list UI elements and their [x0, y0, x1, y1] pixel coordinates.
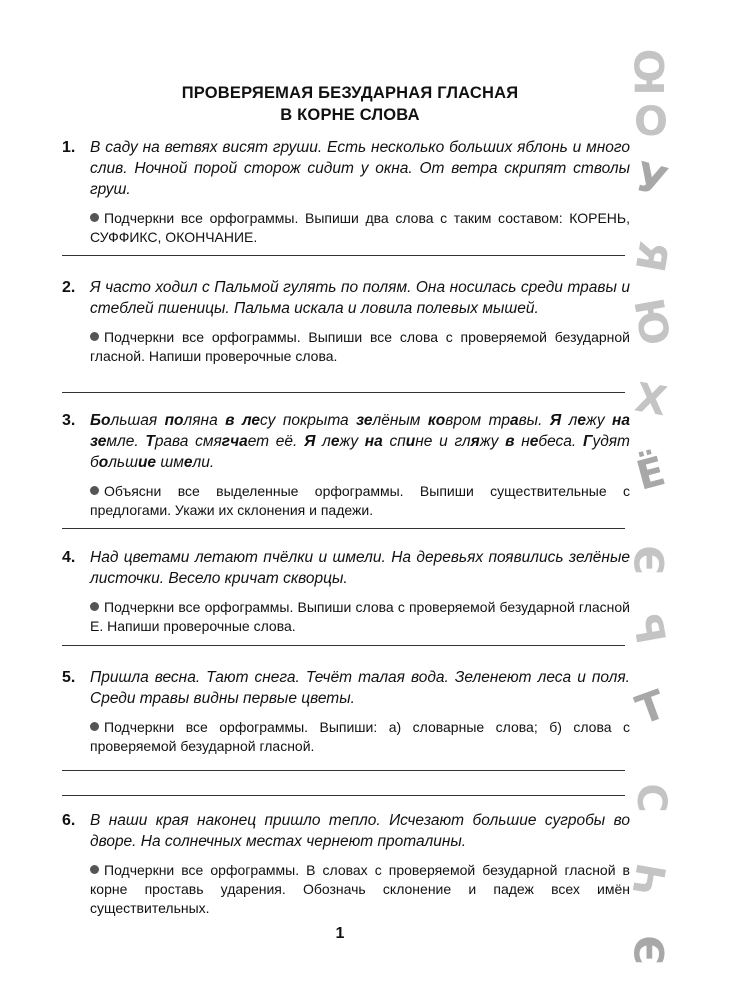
title-line-1: ПРОВЕРЯЕМАЯ БЕЗУДАРНАЯ ГЛАСНАЯ — [181, 84, 519, 102]
exercise-number: 1. — [62, 139, 76, 156]
task-text: Объясни все выделенные орфограммы. Выпиши существительные с предлогами. Укажи их склонения и падежи. — [90, 483, 630, 518]
text-fragment: жу — [586, 412, 613, 429]
highlighted-orthogram: е — [183, 454, 193, 471]
exercise-text: Я часто ходил с Пальмой гулять по полям. Она носилась среди травы и стеблей пшеницы. Пальма искала и ловила полевых мышей. — [90, 279, 630, 317]
highlighted-orthogram: ко — [427, 412, 446, 429]
highlighted-orthogram: е — [529, 433, 539, 450]
page-title — [0, 82, 700, 126]
text-fragment: су покрыта — [260, 412, 357, 429]
title-line-2: В КОРНЕ СЛОВА — [280, 106, 420, 124]
highlighted-orthogram: на — [364, 433, 383, 450]
text-fragment: ли. — [192, 454, 215, 471]
bullet-icon — [90, 865, 99, 874]
text-fragment: жу — [479, 433, 506, 450]
highlighted-orthogram: на — [612, 412, 631, 429]
highlighted-orthogram: по — [164, 412, 184, 429]
highlighted-orthogram: Т — [145, 433, 155, 450]
side-letter: Я — [625, 236, 677, 276]
side-letter: С — [628, 783, 674, 813]
exercise-text: В наши края наконец пришло тепло. Исчезают большие сугробы во дворе. На солнечных местах чернеют проталины. — [90, 812, 630, 850]
side-letter: О — [633, 99, 668, 145]
text-fragment: н — [514, 433, 530, 450]
text-fragment: шм — [156, 454, 184, 471]
exercise-task — [62, 718, 630, 756]
highlighted-orthogram: ие — [137, 454, 157, 471]
exercise-5 — [62, 667, 630, 756]
highlighted-orthogram: о — [98, 454, 109, 471]
exercise-3 — [62, 410, 630, 520]
side-letter: Т — [630, 681, 672, 735]
exercise-6 — [62, 810, 630, 918]
text-fragment — [235, 412, 242, 429]
exercise-number: 5. — [62, 669, 76, 686]
exercise-1 — [62, 137, 630, 247]
text-fragment: мле. — [106, 433, 146, 450]
highlighted-orthogram: в — [225, 412, 235, 429]
bullet-icon — [90, 213, 99, 222]
highlighted-orthogram: зе — [90, 433, 107, 450]
page-number: 1 — [335, 925, 345, 942]
highlighted-orthogram: в — [505, 433, 515, 450]
bullet-icon — [90, 602, 99, 611]
text-fragment: удят б — [90, 433, 630, 471]
task-text: Подчеркни все орфограммы. Выпиши слова с проверяемой безударной гласной Е. Напиши проверочные слова. — [90, 599, 630, 634]
highlighted-orthogram: гча — [221, 433, 248, 450]
text-fragment: ляна — [183, 412, 226, 429]
answer-line — [62, 255, 625, 256]
answer-line — [62, 645, 625, 646]
side-letter: Э — [628, 545, 674, 575]
side-letter: Х — [631, 374, 671, 426]
exercise-number: 3. — [62, 412, 76, 429]
exercise-2 — [62, 277, 630, 366]
side-letter: Э — [628, 935, 674, 965]
side-letter: Ё — [631, 448, 671, 500]
exercise-task — [62, 598, 630, 636]
text-fragment: льш — [108, 454, 138, 471]
text-fragment: вы. — [518, 412, 550, 429]
bullet-icon — [90, 722, 99, 731]
bullet-icon — [90, 332, 99, 341]
highlighted-orthogram: Я — [549, 412, 562, 429]
exercise-number: 4. — [62, 549, 76, 566]
side-letter: Ь — [625, 608, 677, 648]
highlighted-orthogram: Бо — [90, 412, 111, 429]
exercise-task — [62, 328, 630, 366]
text-fragment: сп — [382, 433, 406, 450]
highlighted-orthogram: е — [577, 412, 586, 429]
text-fragment: рава смя — [154, 433, 222, 450]
side-letter: Ч — [625, 860, 677, 900]
exercise-task — [62, 209, 630, 247]
exercise-text: В саду на ветвях висят груши. Есть несколько больших яблонь и много слив. Ночной порой сторож сидит у окна. От ветра скрипят стволы груш. — [90, 139, 630, 198]
exercise-number: 6. — [62, 812, 76, 829]
highlighted-orthogram: а — [509, 412, 519, 429]
text-fragment: не и гл — [415, 433, 471, 450]
task-text: Подчеркни все орфограммы. Выпиши два слова с таким составом: КОРЕНЬ, СУФФИКС, ОКОНЧАНИЕ. — [90, 210, 630, 245]
highlighted-orthogram: и — [405, 433, 416, 450]
side-letter: У — [630, 153, 672, 207]
exercise-text: Пришла весна. Тают снега. Течёт талая вода. Зеленеют леса и поля. Среди травы видны первые цветы. — [90, 669, 630, 707]
exercise-task — [62, 482, 630, 520]
text-fragment: вром тр — [445, 412, 510, 429]
text-fragment: беса. — [538, 433, 583, 450]
highlighted-orthogram: Г — [582, 433, 593, 450]
answer-line — [62, 528, 625, 529]
highlighted-orthogram: е — [330, 433, 340, 450]
text-fragment: жу — [339, 433, 365, 450]
highlighted-orthogram: я — [470, 433, 480, 450]
answer-line — [62, 770, 625, 771]
highlighted-orthogram: зе — [356, 412, 373, 429]
exercise-task — [62, 861, 630, 918]
exercise-4 — [62, 547, 630, 636]
text-fragment: ет её. — [247, 433, 305, 450]
text-fragment: л — [561, 412, 578, 429]
task-text: Подчеркни все орфограммы. Выпиши: а) словарные слова; б) слова с проверяемой безударной гласной. — [90, 719, 630, 754]
side-letter: Ю — [624, 294, 678, 350]
highlighted-orthogram: Я — [304, 433, 316, 450]
answer-line — [62, 795, 625, 796]
text-fragment: л — [315, 433, 331, 450]
side-letter: Ю — [628, 48, 674, 96]
text-fragment: льшая — [110, 412, 165, 429]
exercise-text: Над цветами летают пчёлки и шмели. На деревьях появились зелёные листочки. Весело кричат скворцы. — [90, 549, 630, 587]
text-fragment: лёным — [372, 412, 428, 429]
exercise-number: 2. — [62, 279, 76, 296]
task-text: Подчеркни все орфограммы. Выпиши все слова с проверяемой безударной гласной. Напиши проверочные слова. — [90, 329, 630, 364]
task-text: Подчеркни все орфограммы. В словах с проверяемой безударной гласной в корне проставь ударения. Обозначь склонение и падеж всех имён существительных. — [90, 862, 630, 916]
highlighted-orthogram: ле — [241, 412, 261, 429]
answer-line — [62, 392, 625, 393]
exercise-text — [90, 410, 630, 473]
bullet-icon — [90, 486, 99, 495]
